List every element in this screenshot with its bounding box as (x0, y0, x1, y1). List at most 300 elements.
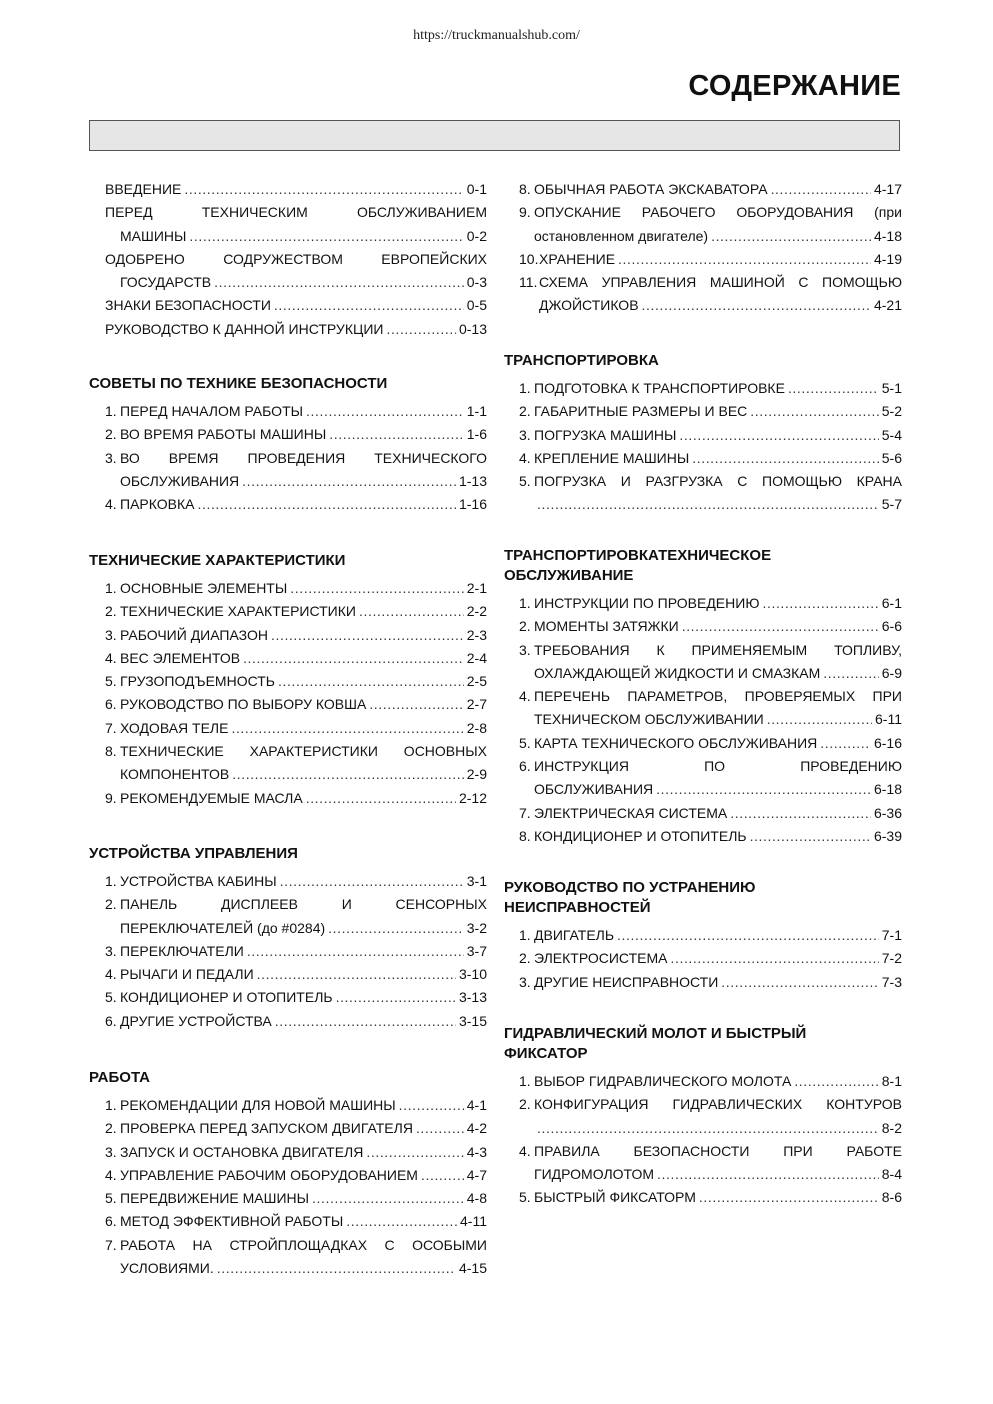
toc-entry-number: 4. (105, 496, 117, 513)
toc-entry-page: 4-15 (458, 1260, 487, 1277)
toc-entry[interactable] (89, 423, 487, 446)
dot-leader (232, 763, 464, 786)
dot-leader (721, 971, 878, 994)
section-heading-line: НЕИСПРАВНОСТЕЙ (504, 899, 651, 916)
toc-entry[interactable] (504, 271, 902, 318)
toc-entry-title: КАРТА ТЕХНИЧЕСКОГО ОБСЛУЖИВАНИЯ (534, 734, 818, 751)
toc-entry-line (105, 1234, 487, 1257)
toc-entry-line (519, 294, 902, 317)
toc-entry-line (519, 971, 902, 994)
toc-entry-number: 11. (519, 274, 538, 291)
toc-entry-page: 8-1 (881, 1073, 902, 1089)
toc-entry-title: ПРОВЕРКА ПЕРЕД ЗАПУСКОМ ДВИГАТЕЛЯ (120, 1120, 413, 1137)
toc-section-safety (89, 374, 487, 516)
section-heading-line: ТРАНСПОРТИРОВКАТЕХНИЧЕСКОЕ (504, 547, 772, 564)
toc-entry-title: ДРУГИЕ УСТРОЙСТВА (120, 1012, 272, 1029)
toc-entry-line (519, 755, 902, 778)
dot-leader (275, 1010, 456, 1033)
source-url[interactable]: https://truckmanualshub.com/ (413, 28, 580, 43)
toc-entry-line (105, 624, 487, 647)
toc-entry-page: 8-6 (881, 1189, 902, 1206)
toc-entry-number: 9. (519, 204, 531, 221)
toc-entry[interactable] (89, 647, 487, 670)
dot-leader (617, 924, 879, 947)
toc-entry-line (519, 615, 902, 638)
toc-entry[interactable] (89, 624, 487, 647)
dot-leader (346, 1210, 457, 1233)
toc-entry-title: ПЕРЕД ТЕХНИЧЕСКИМ ОБСЛУЖИВАНИЕМ (105, 204, 487, 221)
toc-entry-title: ОСНОВНЫЕ ЭЛЕМЕНТЫ (120, 580, 288, 596)
toc-entry-number: 4. (519, 449, 531, 466)
toc-entry-title-cont: ТЕХНИЧЕСКОМ ОБСЛУЖИВАНИИ (534, 711, 764, 728)
toc-entry[interactable] (504, 1140, 902, 1187)
section-heading: ТЕХНИЧЕСКИЕ ХАРАКТЕРИСТИКИ (89, 552, 346, 569)
toc-entry[interactable] (89, 1094, 487, 1117)
toc-entry-line (105, 763, 487, 786)
toc-entry[interactable] (504, 201, 902, 248)
toc-entry-line (105, 647, 487, 670)
dot-leader (247, 940, 464, 963)
dot-leader (271, 624, 464, 647)
toc-entry-title: ОБЫЧНАЯ РАБОТА ЭКСКАВАТОРА (534, 181, 768, 197)
toc-entry-number: 2. (105, 603, 117, 620)
toc-entry-page: 4-21 (873, 297, 902, 314)
toc-entry-line (105, 423, 487, 446)
toc-entry-number: 2. (519, 950, 531, 967)
toc-entry-page: 3-1 (466, 873, 487, 889)
toc-entry-title: ПЕРЕДВИЖЕНИЕ МАШИНЫ (120, 1190, 310, 1207)
toc-entry-line (519, 708, 902, 731)
toc-entry[interactable] (89, 294, 487, 317)
toc-entry-page: 2-7 (466, 696, 487, 713)
toc-entry-page: 3-7 (466, 942, 487, 959)
toc-entry-title: ГРУЗОПОДЪЕМНОСТЬ (120, 673, 275, 690)
toc-entry-number: 5. (519, 734, 531, 751)
toc-entry-number: 3. (105, 1143, 117, 1160)
toc-entry-page: 2-9 (466, 766, 487, 783)
toc-entry[interactable] (504, 947, 902, 970)
section-heading: СОВЕТЫ ПО ТЕХНИКЕ БЕЗОПАСНОСТИ (89, 375, 388, 392)
toc-entry[interactable] (89, 400, 487, 423)
toc-entry[interactable] (89, 986, 487, 1009)
dot-leader (366, 1141, 463, 1164)
toc-entry[interactable] (89, 670, 487, 693)
toc-entry-number: 4. (105, 649, 117, 666)
dot-leader (794, 1070, 878, 1093)
toc-entry-title: МЕТОД ЭФФЕКТИВНОЙ РАБОТЫ (120, 1213, 344, 1230)
toc-section-troubleshooting (504, 878, 902, 994)
toc-entry-page: 4-7 (466, 1166, 487, 1183)
toc-entry[interactable] (504, 424, 902, 447)
toc-entry-title: РАБОТА НА СТРОЙПЛОЩАДКАХ С ОСОБЫМИ (120, 1236, 487, 1253)
toc-entry-line (105, 1117, 487, 1140)
toc-entry-number: 2. (519, 1096, 531, 1113)
toc-entry-number: 1. (519, 927, 531, 943)
toc-entry-page: 0-2 (466, 227, 487, 244)
dot-leader (197, 493, 456, 516)
toc-entry-line (105, 318, 487, 341)
dot-leader (699, 1186, 879, 1209)
toc-entry-line (519, 248, 902, 271)
toc-entry-number: 7. (519, 804, 531, 821)
toc-entry-title: ПОГРУЗКА И РАЗГРУЗКА С ПОМОЩЬЮ КРАНА (534, 473, 902, 490)
toc-entry-title: ХРАНЕНИЕ (539, 250, 616, 267)
toc-entry[interactable] (89, 740, 487, 787)
title-bar (89, 120, 900, 151)
dot-leader (329, 423, 464, 446)
toc-entry-line (105, 225, 487, 248)
toc-entry-title: ПОГРУЗКА МАШИНЫ (534, 426, 677, 443)
toc-entry[interactable] (89, 178, 487, 201)
toc-entry[interactable] (89, 1164, 487, 1187)
toc-entry-line (519, 1163, 902, 1186)
dot-leader (762, 592, 878, 615)
toc-entry-line (519, 639, 902, 662)
toc-entry-page: 1-16 (458, 496, 487, 513)
toc-entry-title: ПЕРЕД НАЧАЛОМ РАБОТЫ (120, 403, 304, 419)
section-heading (504, 546, 902, 586)
section-heading (504, 878, 902, 918)
toc-entry-title: ВЫБОР ГИДРАВЛИЧЕСКОГО МОЛОТА (534, 1073, 792, 1089)
dot-leader (537, 493, 879, 516)
toc-entry-number: 6. (105, 1012, 117, 1029)
toc-entry-title: ПРАВИЛА БЕЗОПАСНОСТИ ПРИ РАБОТЕ (534, 1142, 902, 1159)
toc-entry[interactable] (89, 1010, 487, 1033)
toc-entry[interactable] (89, 447, 487, 494)
dot-leader (730, 802, 871, 825)
toc-entry[interactable] (89, 717, 487, 740)
toc-entry-title: ЗАПУСК И ОСТАНОВКА ДВИГАТЕЛЯ (120, 1143, 364, 1160)
toc-entry-page: 2-4 (466, 649, 487, 666)
section-heading-line: РУКОВОДСТВО ПО УСТРАНЕНИЮ (504, 879, 756, 896)
toc-entry-title: КРЕПЛЕНИЕ МАШИНЫ (534, 449, 690, 466)
toc-entry-page: 6-11 (875, 711, 902, 728)
toc-entry[interactable] (504, 248, 902, 271)
toc-entry-title-cont: ОБСЛУЖИВАНИЯ (120, 472, 240, 489)
toc-entry-line (519, 1186, 902, 1209)
toc-entry-page: 2-12 (458, 789, 487, 806)
toc-entry-page: 8-2 (881, 1119, 902, 1136)
toc-entry-number: 6. (519, 758, 531, 775)
toc-entry-line (519, 825, 902, 848)
toc-entry-title: УСТРОЙСТВА КАБИНЫ (120, 873, 277, 889)
toc-entry-line (519, 924, 902, 947)
toc-entry-number: 4. (105, 1166, 117, 1183)
toc-entry-line (105, 400, 487, 423)
toc-entry-line (105, 1210, 487, 1233)
toc-entry-line (105, 1164, 487, 1187)
toc-entry[interactable] (504, 924, 902, 947)
toc-entry-title: РУКОВОДСТВО К ДАННОЙ ИНСТРУКЦИИ (105, 320, 384, 337)
toc-entry-line (105, 917, 487, 940)
toc-entry[interactable] (89, 1210, 487, 1233)
toc-entry[interactable] (89, 787, 487, 810)
toc-entry[interactable] (89, 600, 487, 623)
toc-entry[interactable] (504, 732, 902, 755)
toc-entry-title: КОНДИЦИОНЕР И ОТОПИТЕЛЬ (120, 989, 333, 1006)
toc-entry-line (519, 400, 902, 423)
toc-entry-number: 5. (105, 1190, 117, 1207)
toc-entry-page: 0-3 (466, 274, 487, 291)
toc-entry-title-cont: ГИДРОМОЛОТОМ (534, 1166, 654, 1183)
toc-entry-number: 2. (105, 896, 117, 913)
toc-entry-number: 1. (105, 873, 117, 889)
toc-entry-line (519, 377, 902, 400)
dot-leader (231, 717, 463, 740)
toc-entry-title: КОНФИГУРАЦИЯ ГИДРАВЛИЧЕСКИХ КОНТУРОВ (534, 1096, 902, 1113)
toc-entry[interactable] (504, 639, 902, 686)
toc-entry-line (519, 802, 902, 825)
toc-entry-page: 6-9 (881, 664, 902, 681)
toc-entry-number: 6. (105, 696, 117, 713)
toc-entry-title: ТЕХНИЧЕСКИЕ ХАРАКТЕРИСТИКИ ОСНОВНЫХ (120, 743, 487, 760)
toc-entry[interactable] (504, 1093, 902, 1140)
toc-entry-page: 2-2 (466, 603, 487, 620)
toc-entry-title: ПАРКОВКА (120, 496, 195, 513)
toc-entry-line (105, 1257, 487, 1280)
toc-entry-title: ПОДГОТОВКА К ТРАНСПОРТИРОВКЕ (534, 380, 785, 396)
toc-entry-title: ДРУГИЕ НЕИСПРАВНОСТИ (534, 973, 719, 990)
toc-entry-line (105, 1141, 487, 1164)
dot-leader (399, 1094, 464, 1117)
toc-entry-title: БЫСТРЫЙ ФИКСАТОРМ (534, 1189, 696, 1206)
toc-entry-title: РЕКОМЕНДУЕМЫЕ МАСЛА (120, 789, 303, 806)
toc-entry-page: 5-2 (881, 403, 902, 420)
toc-entry-line (105, 1187, 487, 1210)
toc-entry-number: 1. (105, 580, 117, 596)
toc-entry[interactable] (504, 802, 902, 825)
toc-entry-number: 3. (519, 641, 531, 658)
toc-entry[interactable] (89, 577, 487, 600)
toc-entry-number: 10. (519, 250, 539, 267)
toc-section-specs (89, 551, 487, 810)
toc-entry-line (105, 717, 487, 740)
toc-entry-title: ЗНАКИ БЕЗОПАСНОСТИ (105, 297, 271, 314)
toc-entry-number: 1. (105, 403, 117, 419)
toc-entry-line (105, 693, 487, 716)
toc-entry-line (519, 1117, 902, 1140)
toc-entry-title: ГАБАРИТНЫЕ РАЗМЕРЫ И ВЕС (534, 403, 748, 420)
toc-entry-title: ИНСТРУКЦИИ ПО ПРОВЕДЕНИЮ (534, 595, 760, 611)
toc-entry[interactable] (504, 400, 902, 423)
toc-entry-line (519, 778, 902, 801)
toc-entry-page: 6-1 (881, 595, 902, 611)
toc-entry-number: 1. (519, 1073, 531, 1089)
toc-entry[interactable] (89, 940, 487, 963)
toc-entry-line (105, 178, 487, 201)
toc-entry[interactable] (504, 615, 902, 638)
dot-leader (642, 294, 871, 317)
toc-entry[interactable] (504, 447, 902, 470)
toc-entry[interactable] (89, 248, 487, 295)
toc-entry-line (105, 670, 487, 693)
toc-entry[interactable] (89, 201, 487, 248)
toc-entry-title: РЕКОМЕНДАЦИИ ДЛЯ НОВОЙ МАШИНЫ (120, 1097, 396, 1113)
section-heading: РАБОТА (89, 1069, 151, 1086)
toc-entry-line (105, 248, 487, 271)
toc-entry[interactable] (504, 971, 902, 994)
toc-entry-number: 9. (105, 789, 117, 806)
page-title: СОДЕРЖАНИЕ (688, 70, 901, 102)
toc-section-hammer (504, 1024, 902, 1210)
dot-leader (618, 248, 871, 271)
toc-entry[interactable] (89, 1187, 487, 1210)
toc-entry-title-cont: ГОСУДАРСТВ (120, 274, 212, 291)
toc-entry-title: МОМЕНТЫ ЗАТЯЖКИ (534, 618, 679, 635)
toc-entry-line (519, 447, 902, 470)
dot-leader (257, 963, 456, 986)
dot-leader (750, 400, 878, 423)
dot-leader (692, 447, 879, 470)
toc-entry-number: 7. (105, 719, 117, 736)
dot-leader (243, 647, 464, 670)
toc-entry[interactable] (504, 178, 902, 201)
toc-entry-line (519, 493, 902, 516)
toc-entry-line (519, 592, 902, 615)
toc-entry-line (105, 986, 487, 1009)
toc-entry-number: 5. (105, 673, 117, 690)
dot-leader (359, 600, 464, 623)
toc-entry-page: 6-16 (873, 734, 902, 751)
toc-entry-line (519, 424, 902, 447)
toc-entry-number: 7. (105, 1236, 117, 1253)
toc-entry[interactable] (89, 1117, 487, 1140)
dot-leader (537, 1117, 879, 1140)
toc-entry-title: ВВЕДЕНИЕ (105, 181, 182, 197)
dot-leader (336, 986, 456, 1009)
toc-entry-number: 2. (519, 618, 531, 635)
toc-entry-number: 3. (105, 449, 117, 466)
toc-entry-title: ТЕХНИЧЕСКИЕ ХАРАКТЕРИСТИКИ (120, 603, 356, 620)
toc-entry-page: 6-36 (873, 804, 902, 821)
toc-entry-line (519, 1140, 902, 1163)
toc-entry-page: 1-13 (458, 472, 487, 489)
toc-section-transport (504, 351, 902, 517)
dot-leader (771, 178, 871, 201)
section-heading-line: ГИДРАВЛИЧЕСКИЙ МОЛОТ И БЫСТРЫЙ (504, 1025, 807, 1042)
dot-leader (421, 1164, 464, 1187)
toc-entry[interactable] (89, 493, 487, 516)
toc-entry-line (105, 294, 487, 317)
dot-leader (328, 917, 464, 940)
toc-entry-page: 7-3 (881, 973, 902, 990)
toc-entry[interactable] (89, 1141, 487, 1164)
toc-entry-line (519, 1093, 902, 1116)
toc-entry-title: ОДОБРЕНО СОДРУЖЕСТВОМ ЕВРОПЕЙСКИХ (105, 250, 487, 267)
toc-entry-number: 8. (519, 827, 531, 844)
toc-entry[interactable] (504, 470, 902, 517)
toc-entry-line (105, 893, 487, 916)
toc-entry-line (519, 225, 902, 248)
toc-entry-page: 3-2 (466, 919, 487, 936)
toc-entry-line (519, 470, 902, 493)
toc-entry-number: 1. (519, 380, 531, 396)
toc-entry-page: 5-4 (881, 426, 902, 443)
toc-entry-number: 4. (519, 1142, 531, 1159)
toc-entry-page: 5-6 (881, 449, 902, 466)
toc-section-intro (89, 178, 487, 341)
dot-leader (306, 400, 464, 423)
toc-entry-line (519, 685, 902, 708)
toc-entry-number: 8. (105, 743, 117, 760)
toc-entry-line (105, 470, 487, 493)
toc-entry-title: ПЕРЕЧЕНЬ ПАРАМЕТРОВ, ПРОВЕРЯЕМЫХ ПРИ (534, 688, 902, 705)
toc-entry-page: 7-1 (881, 927, 902, 943)
toc-entry-page: 2-8 (466, 719, 487, 736)
toc-entry[interactable] (89, 693, 487, 716)
toc-entry[interactable] (89, 963, 487, 986)
toc-entry-title-cont: УСЛОВИЯМИ. (120, 1260, 214, 1277)
dot-leader (312, 1187, 464, 1210)
toc-entry[interactable] (504, 592, 902, 615)
toc-entry-page: 3-10 (458, 966, 487, 983)
toc-entry-number: 2. (105, 426, 117, 443)
toc-entry-number: 3. (105, 626, 117, 643)
toc-entry[interactable] (504, 755, 902, 802)
toc-entry-line (519, 201, 902, 224)
toc-entry[interactable] (89, 893, 487, 940)
toc-entry-page: 4-18 (873, 227, 902, 244)
toc-entry-number: 5. (105, 989, 117, 1006)
toc-entry-page: 2-5 (466, 673, 487, 690)
toc-entry-page: 2-3 (466, 626, 487, 643)
toc-entry-number: 3. (519, 426, 531, 443)
toc-entry[interactable] (89, 1234, 487, 1281)
toc-entry-page: 1-1 (466, 403, 487, 419)
toc-entry-title: ЭЛЕКТРИЧЕСКАЯ СИСТЕМА (534, 804, 728, 821)
dot-leader (788, 377, 879, 400)
toc-entry-page: 1-6 (466, 426, 487, 443)
dot-leader (242, 470, 456, 493)
toc-entry[interactable] (504, 377, 902, 400)
toc-entry-number: 8. (519, 181, 531, 197)
dot-leader (657, 1163, 879, 1186)
toc-entry[interactable] (504, 1186, 902, 1209)
toc-entry-title: ВО ВРЕМЯ РАБОТЫ МАШИНЫ (120, 426, 327, 443)
toc-entry-title-cont: ОХЛАЖДАЮЩЕЙ ЖИДКОСТИ И СМАЗКАМ (534, 664, 821, 681)
toc-section-maintenance (504, 546, 902, 848)
dot-leader (306, 787, 456, 810)
toc-entry-number: 2. (519, 403, 531, 420)
toc-entry[interactable] (504, 825, 902, 848)
toc-entry-page: 0-5 (466, 297, 487, 314)
toc-entry[interactable] (504, 685, 902, 732)
toc-entry-title: ВО ВРЕМЯ ПРОВЕДЕНИЯ ТЕХНИЧЕСКОГО (120, 449, 487, 466)
toc-entry-title: ИНСТРУКЦИЯ ПО ПРОВЕДЕНИЮ (534, 758, 902, 775)
toc-entry-line (519, 947, 902, 970)
dot-leader (670, 947, 878, 970)
toc-entry-page: 7-2 (881, 950, 902, 967)
toc-entry-page: 6-6 (881, 618, 902, 635)
toc-entry[interactable] (504, 1070, 902, 1093)
toc-entry-number: 2. (105, 1120, 117, 1137)
toc-entry-line (519, 662, 902, 685)
toc-entry-line (519, 271, 902, 294)
toc-entry-page: 8-4 (881, 1166, 902, 1183)
toc-entry-page: 4-17 (873, 181, 902, 197)
toc-entry[interactable] (89, 318, 487, 341)
dot-leader (369, 693, 463, 716)
toc-entry-number: 1. (105, 1097, 117, 1113)
toc-entry[interactable] (89, 870, 487, 893)
toc-section-operation-cont (504, 178, 902, 318)
toc-entry-title: СХЕМА УПРАВЛЕНИЯ МАШИНОЙ С ПОМОЩЬЮ (539, 274, 902, 291)
dot-leader (767, 708, 872, 731)
toc-entry-title: РУКОВОДСТВО ПО ВЫБОРУ КОВША (120, 696, 367, 713)
toc-entry-page: 2-1 (466, 580, 487, 596)
toc-entry-line (105, 493, 487, 516)
toc-entry-page: 4-8 (466, 1190, 487, 1207)
